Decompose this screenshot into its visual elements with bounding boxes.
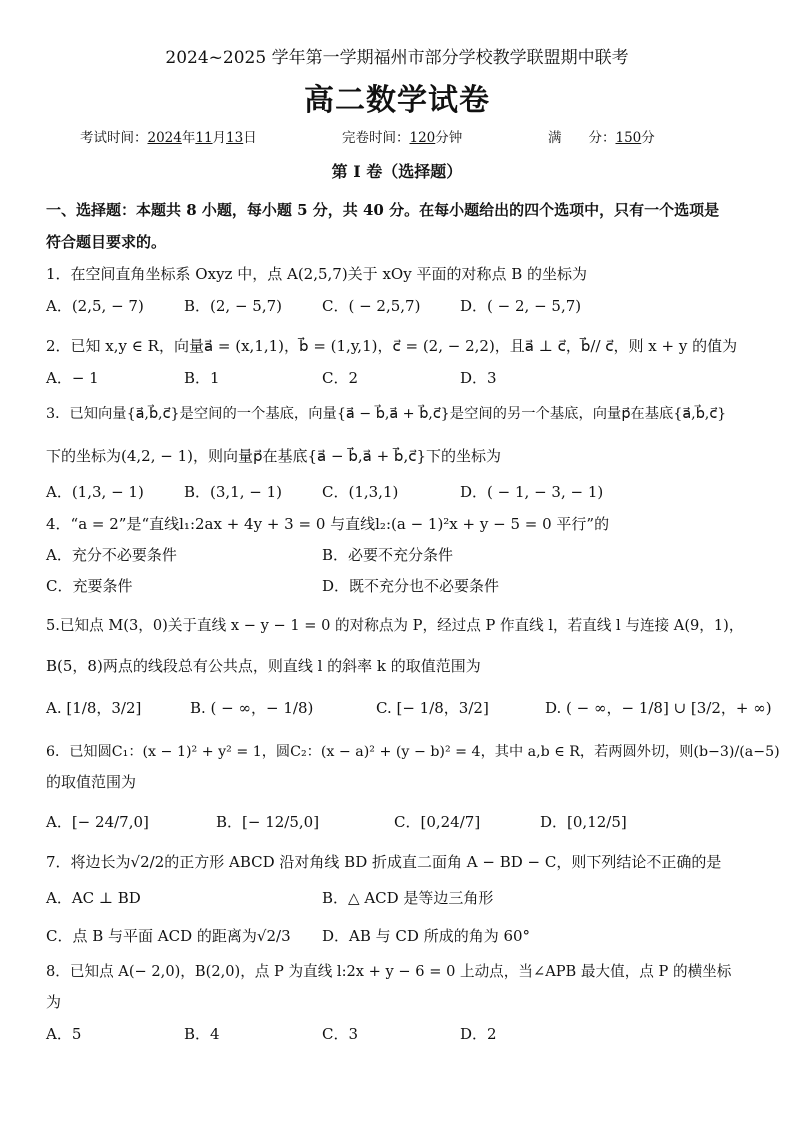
question-5-text-line2: B(5，8)两点的线段总有公共点，则直线 l 的斜率 k 的取值范围为 [46,657,481,675]
month-unit: 月 [212,130,227,146]
q4-option-c[interactable]: C．充要条件 [46,577,133,595]
q3-option-b[interactable]: B．(3,1, − 1) [184,483,282,501]
exam-score [548,128,655,148]
q1-option-c[interactable]: C．( − 2,5,7) [322,297,421,315]
exam-duration [342,128,462,148]
q3-option-c[interactable]: C．(1,3,1) [322,483,399,501]
section-instructions-line1: 一、选择题：本题共 8 小题，每小题 5 分，共 40 分。在每小题给出的四个选项中，只有一个选项是 [46,201,720,219]
exam-day: 13 [226,130,244,146]
duration-value: 120 [409,130,436,146]
question-4-text: 4．“a = 2”是“直线l₁:2ax + 4y + 3 = 0 与直线l₂:(a − 1)²x + y − 5 = 0 平行”的 [46,515,610,533]
question-1-text: 1．在空间直角坐标系 Oxyz 中，点 A(2,5,7)关于 xOy 平面的对称点 B 的坐标为 [46,265,588,283]
q4-option-a[interactable]: A．充分不必要条件 [46,546,177,564]
question-3-text-line2: 下的坐标为(4,2, − 1)，则向量p⃗在基底{a⃗ − b⃗,a⃗ + b⃗,c⃗}下的坐标为 [46,447,502,465]
q6-option-c[interactable]: C．[0,24/7] [394,813,481,831]
question-6-text-line2: 的取值范围为 [46,773,137,791]
q8-option-b[interactable]: B．4 [184,1025,220,1043]
year-unit: 年 [181,130,196,146]
q3-option-a[interactable]: A．(1,3, − 1) [46,483,144,501]
part-title: 第 I 卷（选择题） [331,162,463,181]
time-label: 考试时间： [80,130,148,146]
question-8-text-line1: 8．已知点 A(− 2,0)，B(2,0)，点 P 为直线 l:2x + y − 6 = 0 上动点，当∠APB 最大值，点 P 的横坐标 [46,963,732,980]
q1-option-a[interactable]: A．(2,5, − 7) [46,297,144,315]
q2-option-d[interactable]: D．3 [460,369,497,387]
q8-option-c[interactable]: C．3 [322,1025,359,1043]
page-title: 高二数学试卷 [304,83,490,118]
q4-option-d[interactable]: D．既不充分也不必要条件 [322,577,500,595]
duration-label: 完卷时间： [342,130,410,146]
exam-month: 11 [195,130,213,146]
q1-option-b[interactable]: B．(2, − 5,7) [184,297,282,315]
q2-option-c[interactable]: C．2 [322,369,359,387]
q6-option-a[interactable]: A．[− 24/7,0] [46,813,149,831]
q2-option-b[interactable]: B．1 [184,369,220,387]
q5-option-b[interactable]: B. ( − ∞，− 1/8) [190,699,314,717]
exam-header: 2024~2025 学年第一学期福州市部分学校教学联盟期中联考 [165,48,629,68]
score-unit: 分 [641,130,655,146]
q5-option-a[interactable]: A. [1/8，3/2] [46,699,142,717]
q4-option-b[interactable]: B．必要不充分条件 [322,546,454,564]
question-7-text: 7．将边长为√2/2的正方形 ABCD 沿对角线 BD 折成直二面角 A − BD − C，则下列结论不正确的是 [46,853,722,871]
q3-option-d[interactable]: D．( − 1, − 3, − 1) [460,483,604,501]
question-5-text-line1: 5.已知点 M(3，0)关于直线 x − y − 1 = 0 的对称点为 P，经过点 P 作直线 l，若直线 l 与连接 A(9，1)， [46,617,744,634]
q5-option-c[interactable]: C. [− 1/8，3/2] [376,699,489,717]
question-8-text-line2: 为 [46,993,62,1011]
q7-option-d[interactable]: D．AB 与 CD 所成的角为 60° [322,927,531,945]
score-label: 满 分： [548,130,616,146]
question-6-text-line1: 6．已知圆C₁：(x − 1)² + y² = 1，圆C₂：(x − a)² + (y − b)² = 4，其中 a,b ∈ R，若两圆外切，则(b−3)/(a−5) [46,744,780,760]
q7-option-a[interactable]: A．AC ⊥ BD [46,889,141,907]
exam-info [80,128,257,148]
day-unit: 日 [243,130,257,146]
q7-option-c[interactable]: C．点 B 与平面 ACD 的距离为√2/3 [46,927,291,945]
q8-option-d[interactable]: D．2 [460,1025,497,1043]
q5-option-d[interactable]: D. ( − ∞，− 1/8] ∪ [3/2，+ ∞) [545,699,772,717]
q2-option-a[interactable]: A．− 1 [46,369,99,387]
question-3-text-line1: 3．已知向量{a⃗,b⃗,c⃗}是空间的一个基底，向量{a⃗ − b⃗,a⃗ + b⃗,c⃗}是空间的另一个基底，向量p⃗在基底{a⃗,b⃗,c⃗} [46,406,727,422]
q8-option-a[interactable]: A．5 [46,1025,82,1043]
q1-option-d[interactable]: D．( − 2, − 5,7) [460,297,582,315]
q6-option-d[interactable]: D．[0,12/5] [540,813,627,831]
q6-option-b[interactable]: B．[− 12/5,0] [216,813,320,831]
q7-option-b[interactable]: B．△ ACD 是等边三角形 [322,889,494,907]
section-instructions-line2: 符合题目要求的。 [46,233,167,251]
duration-unit: 分钟 [435,130,463,146]
exam-year: 2024 [147,130,182,146]
question-2-text: 2．已知 x,y ∈ R，向量a⃗ = (x,1,1)，b⃗ = (1,y,1)，c⃗ = (2, − 2,2)，且a⃗ ⊥ c⃗，b⃗// c⃗，则 x + y 的值为 [46,337,738,355]
score-value: 150 [615,130,642,146]
